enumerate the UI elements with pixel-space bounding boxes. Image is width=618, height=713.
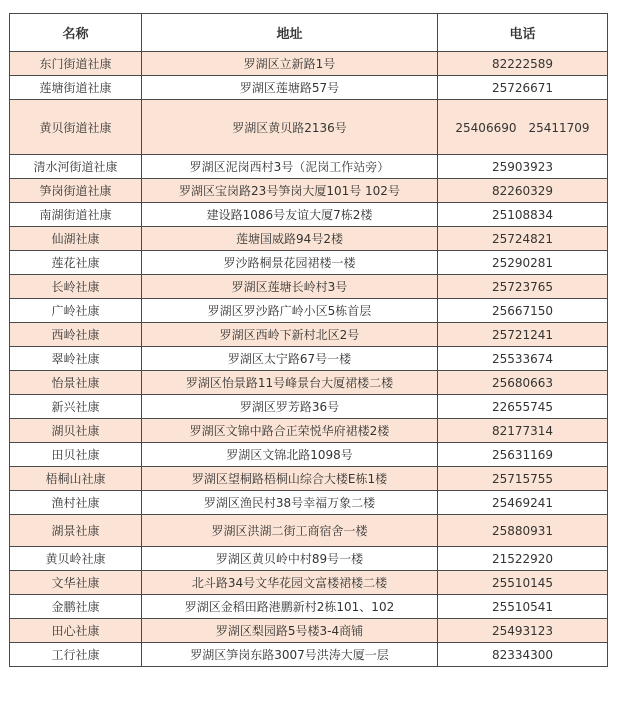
table-row [10, 347, 608, 371]
cell-address: 建设路1086号友谊大厦7栋2楼 [142, 203, 438, 227]
clinic-directory [9, 13, 608, 667]
cell-address: 罗湖区罗芳路36号 [142, 395, 438, 419]
cell-address: 罗湖区洪湖二街工商宿舍一楼 [142, 515, 438, 547]
table-row [10, 52, 608, 76]
header-row [10, 14, 608, 52]
cell-name: 黄贝岭社康 [10, 547, 142, 571]
table-row [10, 323, 608, 347]
cell-address: 罗湖区西岭下新村北区2号 [142, 323, 438, 347]
cell-address: 罗湖区太宁路67号一楼 [142, 347, 438, 371]
cell-address: 罗湖区文锦北路1098号 [142, 443, 438, 467]
cell-phone: 82177314 [438, 419, 608, 443]
cell-phone: 25108834 [438, 203, 608, 227]
cell-name: 广岭社康 [10, 299, 142, 323]
cell-address: 罗湖区莲塘长岭村3号 [142, 275, 438, 299]
table-row [10, 467, 608, 491]
table-row [10, 371, 608, 395]
table-row [10, 419, 608, 443]
table-row [10, 275, 608, 299]
cell-phone: 25723765 [438, 275, 608, 299]
table-row [10, 100, 608, 155]
cell-name: 莲花社康 [10, 251, 142, 275]
cell-phone: 25715755 [438, 467, 608, 491]
cell-address: 罗湖区怡景路11号峰景台大厦裙楼二楼 [142, 371, 438, 395]
cell-name: 南湖街道社康 [10, 203, 142, 227]
cell-name: 笋岗街道社康 [10, 179, 142, 203]
cell-phone: 82260329 [438, 179, 608, 203]
cell-address: 罗湖区渔民村38号幸福万象二楼 [142, 491, 438, 515]
cell-phone: 21522920 [438, 547, 608, 571]
cell-name: 工行社康 [10, 643, 142, 667]
table-row [10, 179, 608, 203]
header-address: 地址 [142, 14, 438, 52]
cell-phone: 25880931 [438, 515, 608, 547]
table-row [10, 251, 608, 275]
cell-phone: 25469241 [438, 491, 608, 515]
table-row [10, 155, 608, 179]
table-row [10, 491, 608, 515]
cell-address: 罗湖区黄贝岭中村89号一楼 [142, 547, 438, 571]
cell-name: 新兴社康 [10, 395, 142, 419]
table-row [10, 299, 608, 323]
cell-address: 罗湖区罗沙路广岭小区5栋首层 [142, 299, 438, 323]
table-row [10, 643, 608, 667]
cell-address: 罗湖区文锦中路合正荣悦华府裙楼2楼 [142, 419, 438, 443]
cell-phone: 25406690 25411709 [438, 100, 608, 155]
cell-phone: 82222589 [438, 52, 608, 76]
cell-address: 罗湖区笋岗东路3007号洪涛大厦一层 [142, 643, 438, 667]
table-row [10, 395, 608, 419]
cell-name: 仙湖社康 [10, 227, 142, 251]
cell-name: 黄贝街道社康 [10, 100, 142, 155]
table-row [10, 76, 608, 100]
cell-name: 清水河街道社康 [10, 155, 142, 179]
cell-name: 文华社康 [10, 571, 142, 595]
table-row [10, 547, 608, 571]
header-phone: 电话 [438, 14, 608, 52]
cell-address: 莲塘国威路94号2楼 [142, 227, 438, 251]
table-row [10, 227, 608, 251]
cell-address: 罗湖区望桐路梧桐山综合大楼E栋1楼 [142, 467, 438, 491]
cell-phone: 25724821 [438, 227, 608, 251]
cell-phone: 25680663 [438, 371, 608, 395]
cell-phone: 25667150 [438, 299, 608, 323]
cell-name: 怡景社康 [10, 371, 142, 395]
cell-phone: 82334300 [438, 643, 608, 667]
cell-phone: 25726671 [438, 76, 608, 100]
cell-name: 东门街道社康 [10, 52, 142, 76]
cell-name: 莲塘街道社康 [10, 76, 142, 100]
cell-address: 罗湖区金稻田路港鹏新村2栋101、102 [142, 595, 438, 619]
cell-phone: 25290281 [438, 251, 608, 275]
cell-phone: 22655745 [438, 395, 608, 419]
cell-address: 罗湖区梨园路5号楼3-4商铺 [142, 619, 438, 643]
table-row [10, 571, 608, 595]
cell-address: 罗湖区泥岗西村3号（泥岗工作站旁） [142, 155, 438, 179]
header-name: 名称 [10, 14, 142, 52]
table-row [10, 443, 608, 467]
cell-address: 罗湖区黄贝路2136号 [142, 100, 438, 155]
table-row [10, 203, 608, 227]
cell-name: 金鹏社康 [10, 595, 142, 619]
cell-name: 湖贝社康 [10, 419, 142, 443]
cell-address: 罗沙路桐景花园裙楼一楼 [142, 251, 438, 275]
cell-name: 田贝社康 [10, 443, 142, 467]
cell-address: 罗湖区立新路1号 [142, 52, 438, 76]
cell-address: 罗湖区宝岗路23号笋岗大厦101号 102号 [142, 179, 438, 203]
table-row [10, 515, 608, 547]
cell-phone: 25493123 [438, 619, 608, 643]
cell-phone: 25631169 [438, 443, 608, 467]
cell-name: 湖景社康 [10, 515, 142, 547]
clinic-table [9, 13, 608, 667]
cell-phone: 25903923 [438, 155, 608, 179]
cell-name: 田心社康 [10, 619, 142, 643]
cell-name: 西岭社康 [10, 323, 142, 347]
cell-name: 翠岭社康 [10, 347, 142, 371]
cell-phone: 25721241 [438, 323, 608, 347]
cell-phone: 25510145 [438, 571, 608, 595]
cell-phone: 25510541 [438, 595, 608, 619]
table-row [10, 619, 608, 643]
cell-name: 渔村社康 [10, 491, 142, 515]
cell-name: 长岭社康 [10, 275, 142, 299]
cell-address: 北斗路34号文华花园文富楼裙楼二楼 [142, 571, 438, 595]
cell-address: 罗湖区莲塘路57号 [142, 76, 438, 100]
table-row [10, 595, 608, 619]
cell-phone: 25533674 [438, 347, 608, 371]
cell-name: 梧桐山社康 [10, 467, 142, 491]
